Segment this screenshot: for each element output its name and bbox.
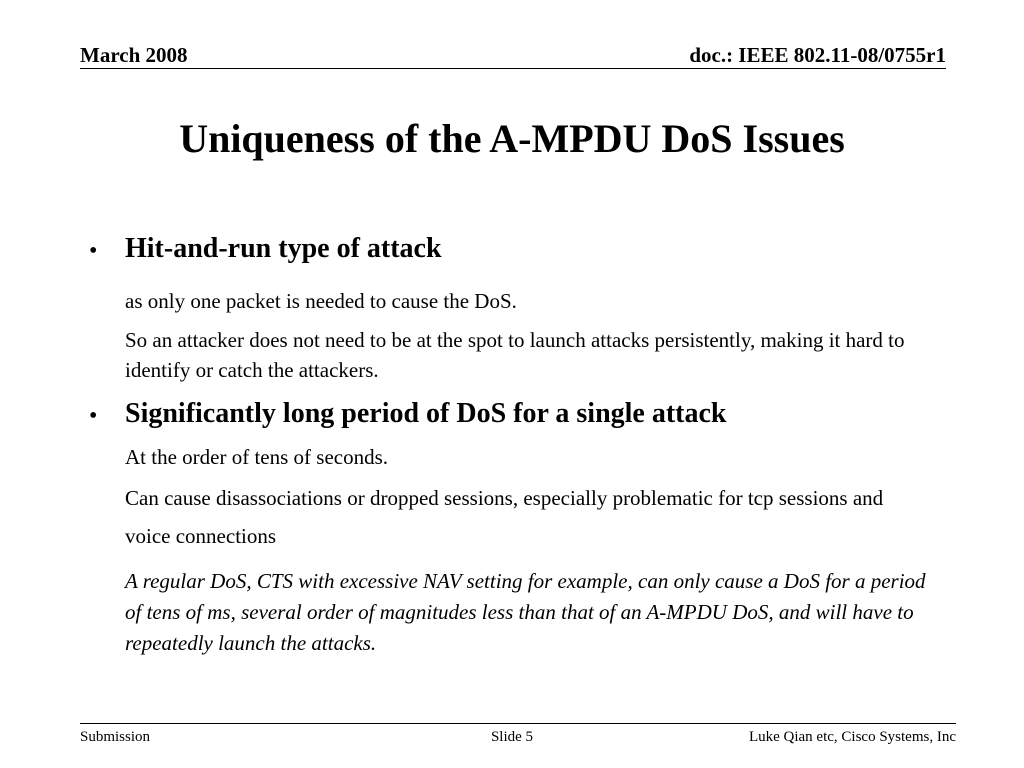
bullet-1-line-1: as only one packet is needed to cause the DoS. — [125, 289, 517, 313]
bullet-marker: • — [89, 238, 98, 264]
footer-author: Luke Qian etc, Cisco Systems, Inc — [748, 729, 956, 745]
footer-divider — [80, 723, 956, 724]
bullet-2-line-2: Can cause disassociations or dropped sessions, especially problematic for tcp sessions and voice connections — [125, 486, 884, 548]
header-doc-id: doc.: IEEE 802.11-08/0755r1 — [689, 43, 946, 67]
bullet-heading-long-period: Significantly long period of DoS for a single attack — [125, 398, 727, 429]
bullet-1-line-2: So an attacker does not need to be at the spot to launch attacks persistently, making it hard to identify or catch the attackers. — [125, 328, 905, 382]
bullet-2-note: A regular DoS, CTS with excessive NAV setting for example, can only cause a DoS for a period of tens of ms, several order of magnitudes less than that of an A-MPDU DoS, and will have to repeatedly launch the attacks. — [125, 569, 926, 655]
footer-slide-number: Slide 5 — [490, 729, 534, 745]
header-divider — [80, 68, 946, 69]
bullet-2-line-1: At the order of tens of seconds. — [125, 445, 389, 469]
footer-submission: Submission — [80, 729, 151, 745]
header-date: March 2008 — [80, 43, 188, 67]
slide-title: Uniqueness of the A-MPDU DoS Issues — [179, 116, 845, 161]
bullet-marker: • — [89, 403, 98, 429]
bullet-heading-hit-and-run: Hit-and-run type of attack — [125, 233, 442, 264]
